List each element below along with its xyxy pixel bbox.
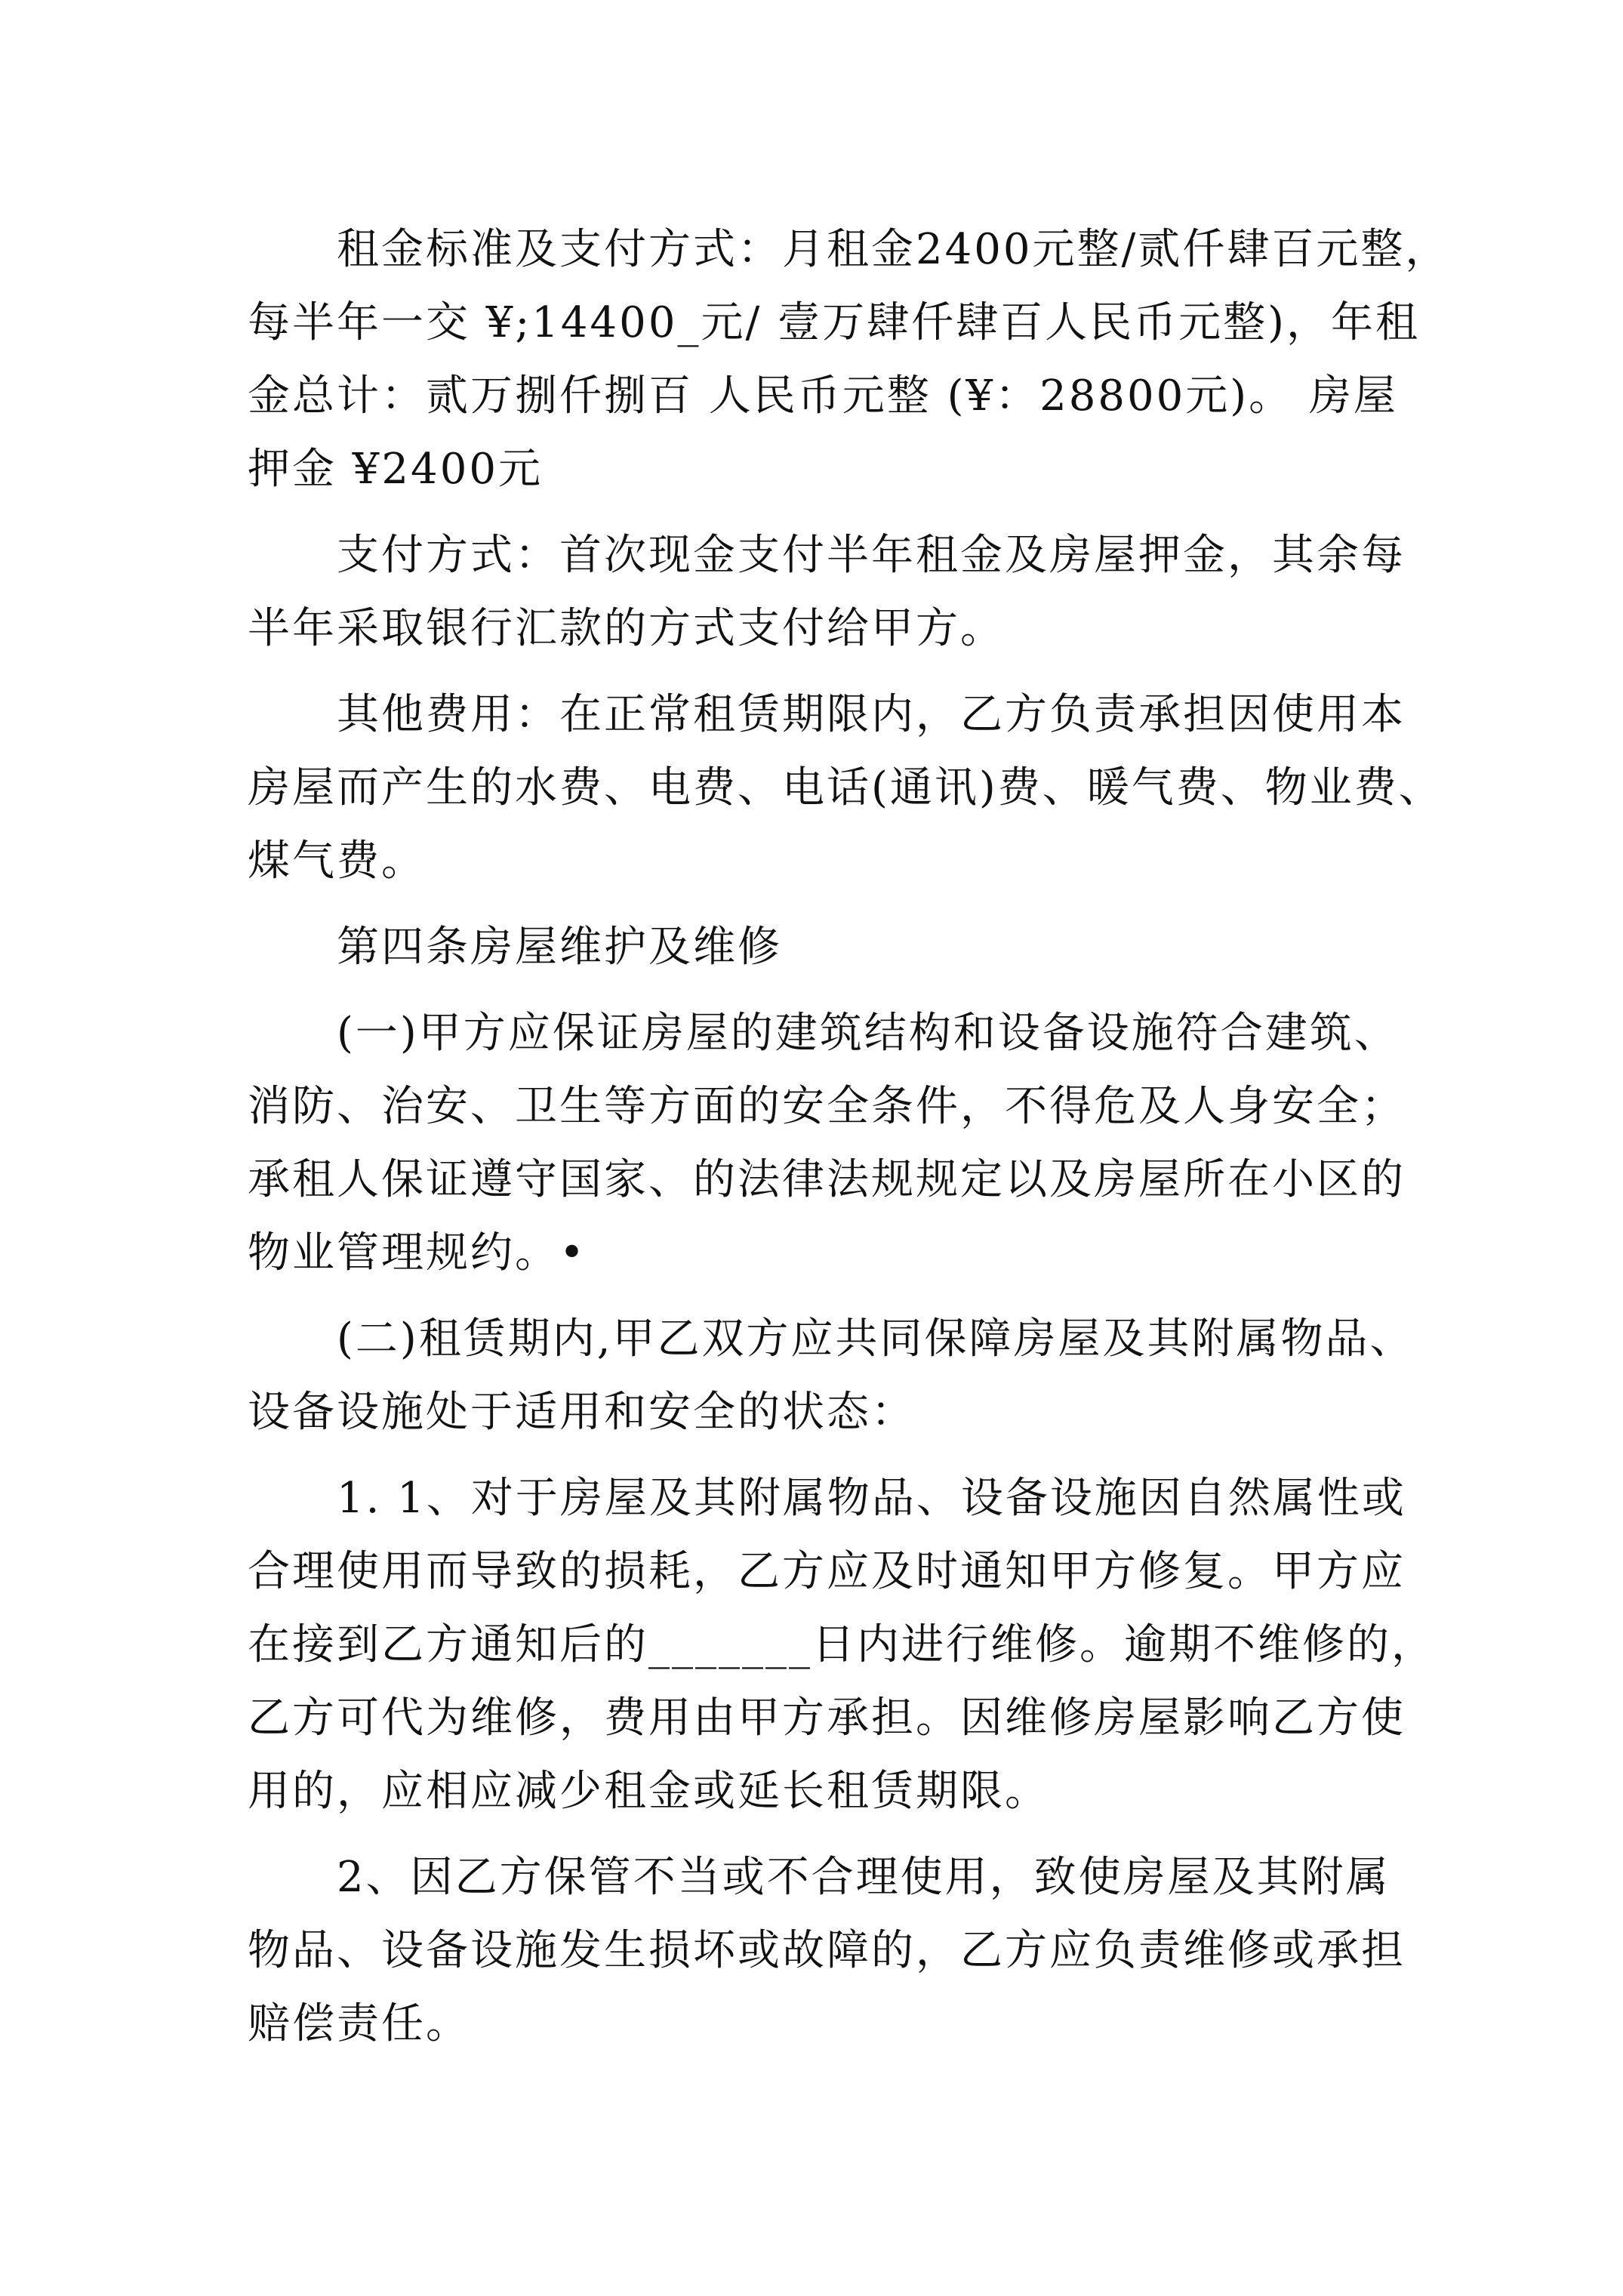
paragraph-payment-line-1: 支付方式：首次现金支付半年租金及房屋押金，其余每	[337, 531, 1406, 580]
paragraph-rent-line-4: 押金 ¥2400元	[248, 445, 543, 494]
paragraph-rent-line-1: 租金标准及支付方式：月租金2400元整/贰仟肆百元整，	[337, 225, 1450, 274]
paragraph-clause-2-line-2: 设备设施处于适用和安全的状态：	[248, 1388, 916, 1437]
paragraph-fees-line-2: 房屋而产生的水费、电费、电话(通讯)费、暖气费、物业费、	[248, 763, 1443, 812]
paragraph-clause-1-line-3: 承租人保证遵守国家、的法律法规规定以及房屋所在小区的	[248, 1155, 1406, 1204]
paragraph-item-1-line-1: 1. 1、对于房屋及其附属物品、设备设施因自然属性或	[337, 1474, 1406, 1523]
paragraph-fees-line-3: 煤气费。	[248, 837, 426, 886]
paragraph-clause-1-line-2: 消防、治安、卫生等方面的安全条件，不得危及人身安全；	[248, 1082, 1406, 1131]
paragraph-fees-line-1: 其他费用：在正常租赁期限内，乙方负责承担因使用本	[337, 690, 1406, 739]
paragraph-item-1-line-2: 合理使用而导致的损耗，乙方应及时通知甲方修复。甲方应	[248, 1547, 1406, 1596]
paragraph-item-2-line-2: 物品、设备设施发生损坏或故障的，乙方应负责维修或承担	[248, 1926, 1406, 1975]
document-body	[248, 213, 1450, 2060]
paragraph-payment-line-2: 半年采取银行汇款的方式支付给甲方。	[248, 604, 1005, 653]
paragraph-item-2-line-3: 赔偿责任。	[248, 1999, 470, 2048]
section-heading-article-4: 第四条房屋维护及维修	[337, 923, 782, 972]
paragraph-clause-1-line-1: (一)甲方应保证房屋的建筑结构和设备设施符合建筑、	[337, 1009, 1399, 1058]
paragraph-clause-1-line-4: 物业管理规约。•	[248, 1228, 587, 1277]
paragraph-item-2-line-1: 2、因乙方保管不当或不合理使用，致使房屋及其附属	[337, 1853, 1390, 1902]
paragraph-item-1-line-5: 用的，应相应减少租金或延长租赁期限。	[248, 1767, 1049, 1816]
paragraph-rent-line-3: 金总计：贰万捌仟捌百 人民币元整 (¥：28800元)。 房屋	[248, 371, 1398, 421]
paragraph-clause-2-line-1: (二)租赁期内,甲乙双方应共同保障房屋及其附属物品、	[337, 1314, 1415, 1364]
paragraph-item-1-line-3: 在接到乙方通知后的_______日内进行维修。逾期不维修的，	[248, 1620, 1436, 1669]
paragraph-item-1-line-4: 乙方可代为维修，费用由甲方承担。因维修房屋影响乙方使	[248, 1693, 1406, 1743]
paragraph-rent-line-2: 每半年一交 ¥;14400_元/ 壹万肆仟肆百人民币元整)，年租	[248, 298, 1420, 347]
